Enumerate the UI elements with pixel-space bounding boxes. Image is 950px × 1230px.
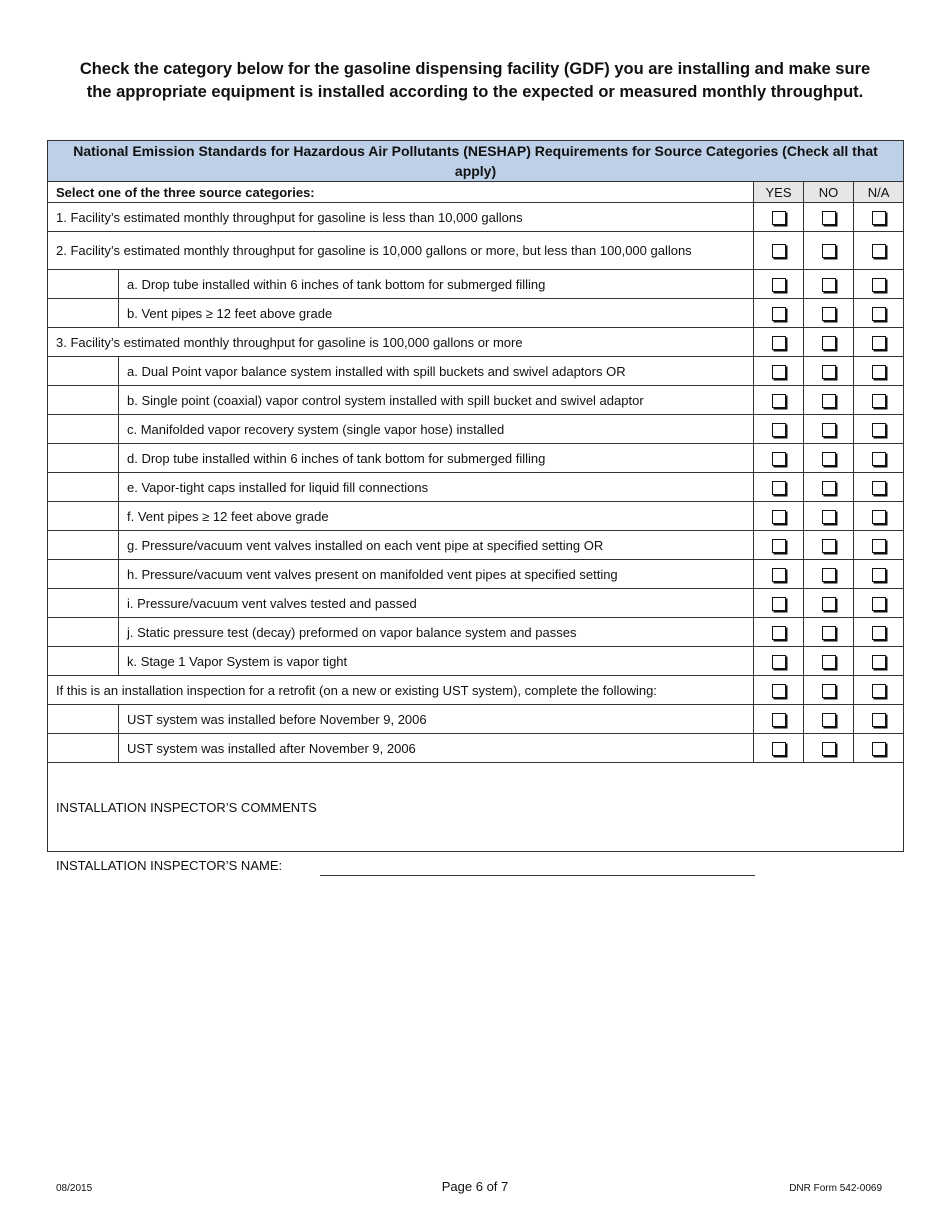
column-yes: YES [754,182,804,203]
row-label: a. Drop tube installed within 6 inches of tank bottom for submerged filling [119,270,754,299]
yes-checkbox[interactable] [772,365,786,379]
footer-form-number: DNR Form 542-0069 [789,1183,882,1194]
neshap-table [47,140,904,852]
column-no: NO [804,182,854,203]
table-row [48,203,904,232]
na-checkbox[interactable] [872,742,886,756]
no-checkbox[interactable] [822,423,836,437]
na-checkbox[interactable] [872,244,886,258]
no-checkbox[interactable] [822,539,836,553]
comments-field[interactable] [48,763,904,852]
row-label: UST system was installed after November 9, 2006 [119,734,754,763]
yes-checkbox[interactable] [772,684,786,698]
yes-checkbox[interactable] [772,510,786,524]
yes-checkbox[interactable] [772,713,786,727]
yes-checkbox[interactable] [772,626,786,640]
table-row [48,357,904,386]
table-row [48,734,904,763]
comments-label: INSTALLATION INSPECTOR’S COMMENTS [56,799,317,815]
yes-checkbox[interactable] [772,481,786,495]
table-row [48,560,904,589]
table-row [48,444,904,473]
na-checkbox[interactable] [872,510,886,524]
no-checkbox[interactable] [822,510,836,524]
na-checkbox[interactable] [872,278,886,292]
yes-checkbox[interactable] [772,278,786,292]
na-checkbox[interactable] [872,423,886,437]
row-label: d. Drop tube installed within 6 inches of tank bottom for submerged filling [119,444,754,473]
yes-checkbox[interactable] [772,394,786,408]
instructions [48,58,902,104]
column-na: N/A [854,182,904,203]
select-label: Select one of the three source categories: [48,182,754,203]
yes-checkbox[interactable] [772,211,786,225]
footer-page-number: Page 6 of 7 [441,1179,509,1194]
row-label: f. Vent pipes ≥ 12 feet above grade [119,502,754,531]
row-label: e. Vapor-tight caps installed for liquid fill connections [119,473,754,502]
na-checkbox[interactable] [872,568,886,582]
column-header-row [48,182,904,203]
inspector-name-field[interactable] [320,875,755,876]
table-row [48,415,904,444]
na-checkbox[interactable] [872,452,886,466]
yes-checkbox[interactable] [772,597,786,611]
table-row [48,473,904,502]
instructions-line-2: the appropriate equipment is installed according to the expected or measured monthly throughput. [86,83,864,101]
no-checkbox[interactable] [822,244,836,258]
row-label: k. Stage 1 Vapor System is vapor tight [119,647,754,676]
yes-checkbox[interactable] [772,568,786,582]
no-checkbox[interactable] [822,742,836,756]
footer-date: 08/2015 [56,1183,93,1194]
yes-checkbox[interactable] [772,423,786,437]
row-label: g. Pressure/vacuum vent valves installed on each vent pipe at specified setting OR [119,531,754,560]
row-label: UST system was installed before November 9, 2006 [119,705,754,734]
na-checkbox[interactable] [872,597,886,611]
no-checkbox[interactable] [822,307,836,321]
yes-checkbox[interactable] [772,307,786,321]
table-row [48,618,904,647]
na-checkbox[interactable] [872,481,886,495]
row-label: b. Vent pipes ≥ 12 feet above grade [119,299,754,328]
table-row [48,502,904,531]
row-label: a. Dual Point vapor balance system installed with spill buckets and swivel adaptors OR [119,357,754,386]
no-checkbox[interactable] [822,211,836,225]
table-row [48,270,904,299]
na-checkbox[interactable] [872,336,886,350]
table-row [48,676,904,705]
no-checkbox[interactable] [822,481,836,495]
no-checkbox[interactable] [822,452,836,466]
na-checkbox[interactable] [872,211,886,225]
row-label: If this is an installation inspection for a retrofit (on a new or existing UST system), complete the following: [48,676,754,705]
row-label: i. Pressure/vacuum vent valves tested and passed [119,589,754,618]
instructions-line-1: Check the category below for the gasoline dispensing facility (GDF) you are installing and make sure [79,60,871,78]
yes-checkbox[interactable] [772,539,786,553]
yes-checkbox[interactable] [772,655,786,669]
no-checkbox[interactable] [822,655,836,669]
comments-row [48,763,904,852]
no-checkbox[interactable] [822,278,836,292]
inspector-name-label: INSTALLATION INSPECTOR’S NAME: [56,858,283,873]
na-checkbox[interactable] [872,626,886,640]
table-row [48,589,904,618]
na-checkbox[interactable] [872,365,886,379]
table-row [48,299,904,328]
row-label: c. Manifolded vapor recovery system (single vapor hose) installed [119,415,754,444]
row-label: h. Pressure/vacuum vent valves present on manifolded vent pipes at specified setting [119,560,754,589]
no-checkbox[interactable] [822,336,836,350]
no-checkbox[interactable] [822,568,836,582]
row-label: 2. Facility’s estimated monthly throughput for gasoline is 10,000 gallons or more, but less than 100,000 gallons [48,232,754,270]
table-row [48,232,904,270]
table-title: National Emission Standards for Hazardous Air Pollutants (NESHAP) Requirements for Source Categories (Check all that apply) [48,141,904,182]
yes-checkbox[interactable] [772,742,786,756]
row-label: j. Static pressure test (decay) preformed on vapor balance system and passes [119,618,754,647]
table-title-row [48,141,904,182]
table-row [48,531,904,560]
no-checkbox[interactable] [822,684,836,698]
table-row [48,705,904,734]
no-checkbox[interactable] [822,626,836,640]
na-checkbox[interactable] [872,713,886,727]
no-checkbox[interactable] [822,394,836,408]
na-checkbox[interactable] [872,394,886,408]
row-label: 3. Facility’s estimated monthly throughput for gasoline is 100,000 gallons or more [48,328,754,357]
no-checkbox[interactable] [822,597,836,611]
na-checkbox[interactable] [872,684,886,698]
yes-checkbox[interactable] [772,244,786,258]
yes-checkbox[interactable] [772,336,786,350]
na-checkbox[interactable] [872,539,886,553]
yes-checkbox[interactable] [772,452,786,466]
table-row [48,328,904,357]
na-checkbox[interactable] [872,307,886,321]
row-label: b. Single point (coaxial) vapor control system installed with spill bucket and swivel adaptor [119,386,754,415]
no-checkbox[interactable] [822,713,836,727]
row-label: 1. Facility’s estimated monthly throughput for gasoline is less than 10,000 gallons [48,203,754,232]
no-checkbox[interactable] [822,365,836,379]
table-row [48,647,904,676]
table-row [48,386,904,415]
na-checkbox[interactable] [872,655,886,669]
